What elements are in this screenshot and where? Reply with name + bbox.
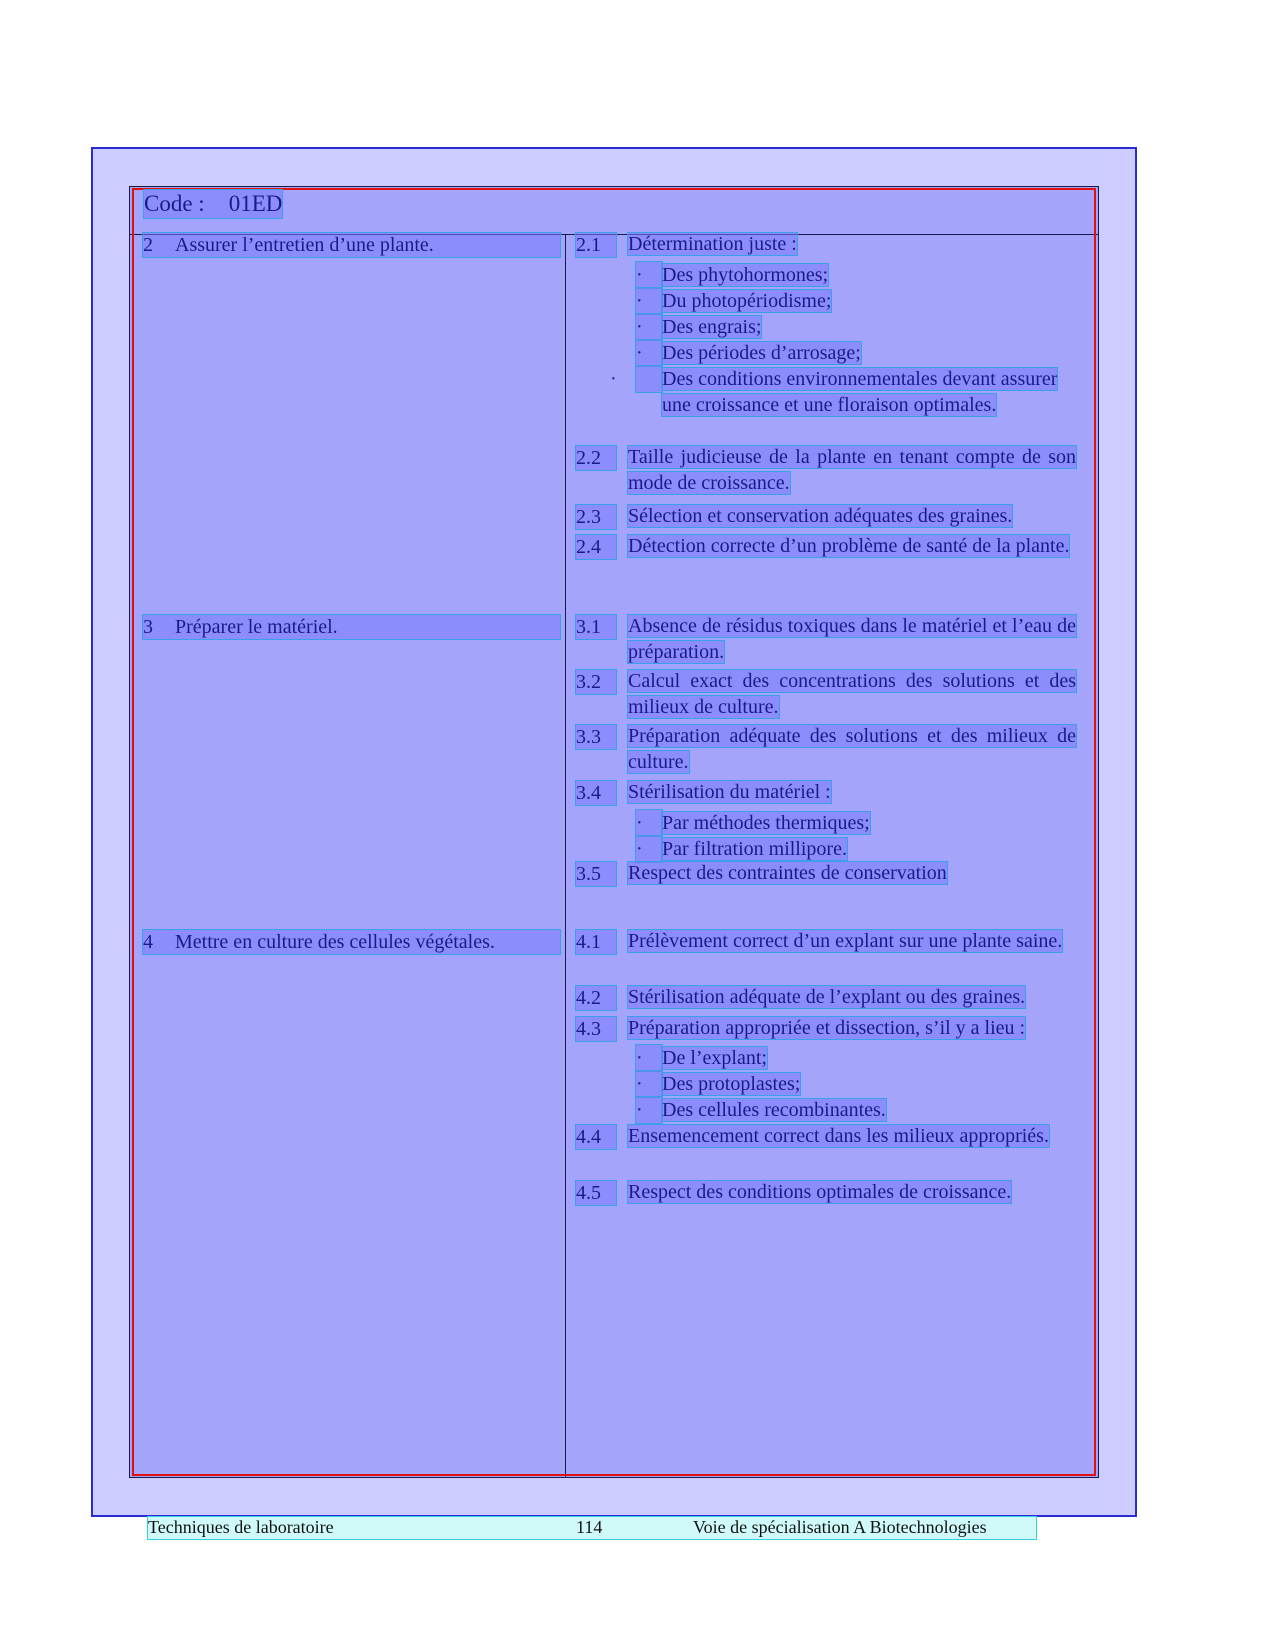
criterion-4-5 bbox=[628, 1179, 1076, 1205]
bullet-text: De l’explant; bbox=[662, 1047, 767, 1069]
code-value: 01ED bbox=[228, 191, 283, 216]
element-text: Assurer l’entretien d’une plante. bbox=[175, 234, 434, 256]
column-divider bbox=[565, 235, 566, 1477]
criterion-number: 4.2 bbox=[576, 986, 616, 1010]
element-text: Mettre en culture des cellules végétales. bbox=[175, 931, 495, 953]
element-3 bbox=[143, 615, 560, 639]
bullet-glyph: · bbox=[636, 1071, 662, 1097]
bullet-glyph: · bbox=[636, 836, 662, 862]
bullet-item bbox=[636, 288, 831, 314]
criterion-text: Respect des contraintes de conservation bbox=[628, 862, 947, 884]
bullet-item bbox=[636, 314, 761, 340]
code-label: Code : bbox=[144, 191, 205, 216]
bullet-glyph: · bbox=[636, 366, 662, 392]
criterion-text: Stérilisation du matériel : bbox=[628, 781, 831, 803]
criterion-number: 2.1 bbox=[576, 233, 616, 257]
bullet-item bbox=[636, 262, 828, 288]
criterion-text: Sélection et conservation adéquates des graines. bbox=[628, 505, 1013, 527]
bullet-glyph: · bbox=[636, 1045, 662, 1071]
bullet-glyph: · bbox=[636, 340, 662, 366]
criterion-3-1 bbox=[628, 613, 1076, 665]
criterion-text: Détection correcte d’un problème de santé de la plante. bbox=[628, 535, 1070, 557]
bullet-text: Par filtration millipore. bbox=[662, 838, 847, 860]
bullet-glyph: · bbox=[636, 288, 662, 314]
element-number: 2 bbox=[143, 234, 153, 256]
bullet-text: Des conditions environnementales devant assurer une croissance et une floraison optimales. bbox=[662, 368, 1058, 416]
criterion-text: Détermination juste : bbox=[628, 233, 797, 255]
bullet-text: Des engrais; bbox=[662, 316, 762, 338]
criterion-3-5 bbox=[628, 860, 1076, 886]
bullet-item bbox=[636, 810, 870, 836]
criterion-4-4 bbox=[628, 1123, 1076, 1149]
criterion-text: Préparation adéquate des solutions et des milieux de culture. bbox=[628, 725, 1076, 773]
criterion-number: 3.3 bbox=[576, 725, 616, 749]
criterion-4-2 bbox=[628, 984, 1076, 1010]
criterion-4-3 bbox=[628, 1015, 1076, 1041]
footer-specialisation: Voie de spécialisation A Biotechnologies bbox=[693, 1517, 987, 1537]
footer-page-number: 114 bbox=[576, 1517, 603, 1537]
criterion-text: Taille judicieuse de la plante en tenant compte de son mode de croissance. bbox=[628, 446, 1076, 494]
criterion-number: 3.1 bbox=[576, 615, 616, 639]
bullet-item bbox=[636, 340, 861, 366]
criterion-4-1 bbox=[628, 928, 1076, 954]
criterion-text: Ensemencement correct dans les milieux appropriés. bbox=[628, 1125, 1049, 1147]
bullet-glyph: · bbox=[636, 262, 662, 288]
bullet-glyph: · bbox=[636, 314, 662, 340]
bullet-text: Du photopériodisme; bbox=[662, 290, 832, 312]
criterion-2-2 bbox=[628, 444, 1076, 496]
criterion-text: Préparation appropriée et dissection, s’il y a lieu : bbox=[628, 1017, 1026, 1039]
criterion-3-2 bbox=[628, 668, 1076, 720]
criterion-text: Prélèvement correct d’un explant sur une plante saine. bbox=[628, 930, 1063, 952]
footer-program: Techniques de laboratoire bbox=[148, 1517, 334, 1537]
criterion-number: 2.2 bbox=[576, 446, 616, 470]
bullet-item bbox=[636, 1071, 800, 1097]
bullet-item bbox=[636, 1097, 886, 1123]
bullet-item bbox=[636, 1045, 767, 1071]
element-number: 3 bbox=[143, 616, 153, 638]
bullet-text: Des protoplastes; bbox=[662, 1073, 801, 1095]
bullet-text: Des périodes d’arrosage; bbox=[662, 342, 861, 364]
element-2 bbox=[143, 233, 560, 257]
bullet-text: Par méthodes thermiques; bbox=[662, 812, 870, 834]
criterion-number: 4.5 bbox=[576, 1181, 616, 1205]
element-4 bbox=[143, 930, 560, 954]
criterion-number: 3.2 bbox=[576, 670, 616, 694]
criterion-text: Calcul exact des concentrations des solutions et des milieux de culture. bbox=[628, 670, 1076, 718]
criterion-2-4 bbox=[628, 533, 1076, 559]
bullet-text: Des cellules recombinantes. bbox=[662, 1099, 886, 1121]
bullet-text: Des phytohormones; bbox=[662, 264, 829, 286]
element-text: Préparer le matériel. bbox=[175, 616, 338, 638]
criterion-number: 3.4 bbox=[576, 781, 616, 805]
bullet-item bbox=[610, 366, 1062, 418]
criterion-2-3 bbox=[628, 503, 1076, 529]
criterion-2-1 bbox=[628, 231, 1076, 257]
criterion-number: 3.5 bbox=[576, 862, 616, 886]
criterion-number: 2.4 bbox=[576, 535, 616, 559]
element-number: 4 bbox=[143, 931, 153, 953]
bullet-glyph: · bbox=[636, 810, 662, 836]
criterion-3-4 bbox=[628, 779, 1076, 805]
criterion-text: Stérilisation adéquate de l’explant ou des graines. bbox=[628, 986, 1026, 1008]
bullet-glyph: · bbox=[636, 1097, 662, 1123]
criterion-3-3 bbox=[628, 723, 1076, 775]
criterion-number: 4.3 bbox=[576, 1017, 616, 1041]
criterion-text: Respect des conditions optimales de croissance. bbox=[628, 1181, 1012, 1203]
criterion-number: 4.4 bbox=[576, 1125, 616, 1149]
bullet-item bbox=[636, 836, 847, 862]
criterion-text: Absence de résidus toxiques dans le matériel et l’eau de préparation. bbox=[628, 615, 1076, 663]
code-line bbox=[144, 190, 282, 218]
criterion-number: 2.3 bbox=[576, 505, 616, 529]
criterion-number: 4.1 bbox=[576, 930, 616, 954]
